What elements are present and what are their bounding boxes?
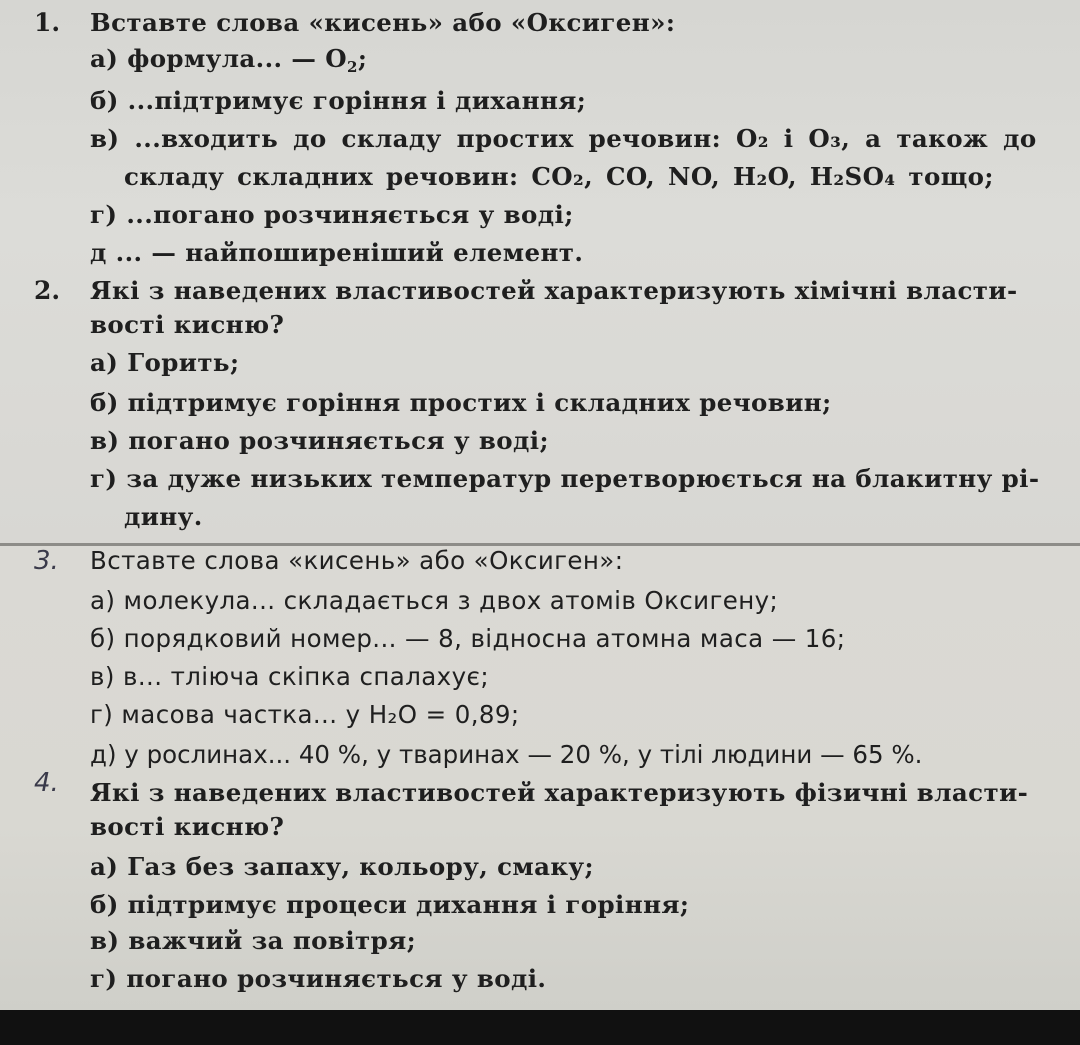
option-c-continued: складу складних речовин: CO₂, CO, NO, H₂O, H₂SO₄ тощо; [124, 162, 994, 191]
option-c: в) погано розчиняється у воді; [90, 426, 549, 455]
option-a: а) Газ без запаху, кольору, смаку; [90, 852, 594, 881]
handwritten-number: 3. [34, 546, 59, 576]
option-c: в) важчий за повітря; [90, 926, 417, 955]
option-a: а) формула... — $O_2$; [90, 44, 368, 76]
question-number: 1. [34, 8, 61, 37]
option-a: а) молекула... складається з двох атомів Оксигену; [90, 586, 779, 615]
question-title-continued: вості кисню? [90, 310, 285, 339]
option-a: а) Горить; [90, 348, 240, 377]
option-b: б) порядковий номер... — 8, відносна атомна маса — 16; [90, 624, 846, 653]
screen-bottom-bar [0, 1010, 1080, 1045]
option-d: г) масова частка... у H₂O = 0,89; [90, 700, 520, 729]
question-title-continued: вості кисню? [90, 812, 285, 841]
option-c: в) ...входить до складу простих речовин: O₂ і O₃, а також до [90, 124, 1037, 153]
option-d-continued: дину. [124, 502, 203, 531]
question-number: 2. [34, 276, 61, 305]
question-title: Вставте слова «кисень» або «Оксиген»: [90, 546, 624, 575]
option-e: д ... — найпоширеніший елемент. [90, 238, 584, 267]
option-b: б) підтримує горіння простих і складних речовин; [90, 388, 832, 417]
question-title: Які з наведених властивостей характеризують хімічні власти- [90, 276, 1018, 305]
question-title: Які з наведених властивостей характеризують фізичні власти- [90, 778, 1029, 807]
handwritten-number: 4. [34, 768, 59, 798]
option-d: г) ...погано розчиняється у воді; [90, 200, 574, 229]
option-d: г) погано розчиняється у воді. [90, 964, 547, 993]
option-b: б) ...підтримує горіння і дихання; [90, 86, 587, 115]
option-c: в) в... тліюча скіпка спалахує; [90, 662, 489, 691]
option-d: г) за дуже низьких температур перетворюється на блакитну рі- [90, 464, 1040, 493]
option-b: б) підтримує процеси дихання і горіння; [90, 890, 690, 919]
option-e: д) у рослинах... 40 %, у тваринах — 20 %, у тілі людини — 65 %. [90, 740, 923, 769]
question-title: Вставте слова «кисень» або «Оксиген»: [90, 8, 676, 37]
